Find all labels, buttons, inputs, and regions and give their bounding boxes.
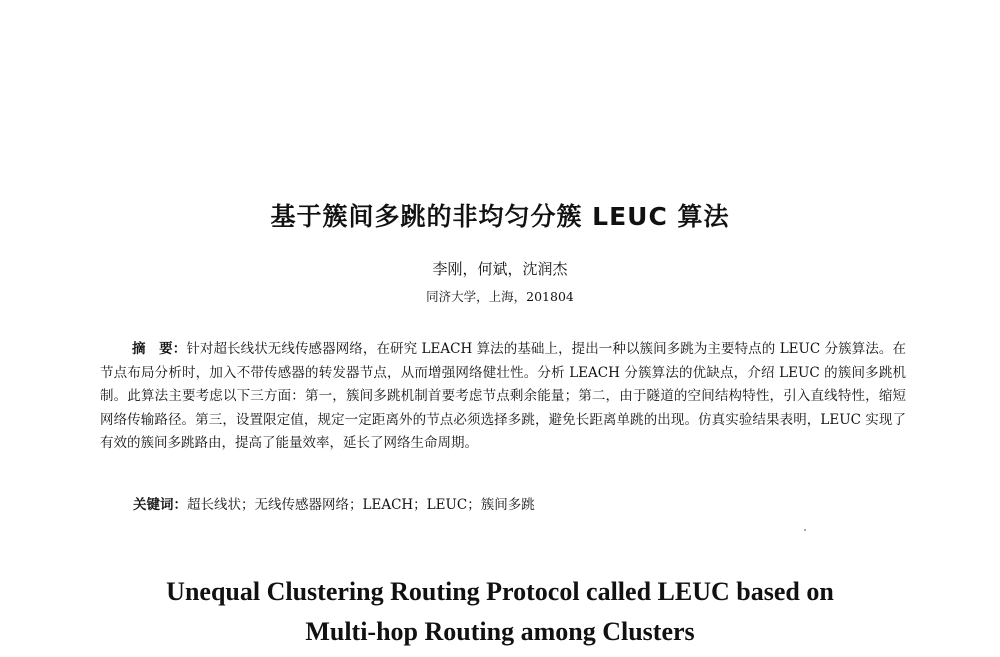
keywords-text: 超长线状；无线传感器网络；LEACH；LEUC；簇间多跳 [187,497,535,513]
affiliation: 同济大学，上海，201804 [426,289,574,304]
keywords-label: 关键词： [133,497,187,513]
english-title-line-1: Unequal Clustering Routing Protocol called LEUC based on [166,577,834,606]
english-title-line-2: Multi-hop Routing among Clusters [305,617,695,646]
scan-speck [804,529,806,531]
english-title [0,572,1000,652]
abstract-text: 针对超长线状无线传感器网络，在研究 LEACH 算法的基础上，提出一种以簇间多跳为主要特点的 LEUC 分簇算法。在节点布局分析时，加入不带传感器的转发器节点，从而增强网络健壮性。分析 LEACH 分簇算法的优缺点，介绍 LEUC 的簇间多跳机制。此算法主要考虑以下三方面：第一，簇间多跳机制首要考虑节点剩余能量；第二，由于隧道的空间结构特性，引入直线特性，缩短网络传输路径。第三，设置限定值，规定一定距离外的节点必须选择多跳，避免长距离单跳的出现。仿真实验结果表明，LEUC 实现了有效的簇间多跳路由，提高了能量效率，延长了网络生命周期。 [100,341,906,451]
abstract-label: 摘 要： [132,341,187,357]
chinese-title: 基于簇间多跳的非均匀分簇 LEUC 算法 [270,202,730,231]
authors: 李刚，何斌，沈润杰 [432,260,568,278]
keywords [133,494,893,516]
abstract [100,338,906,456]
